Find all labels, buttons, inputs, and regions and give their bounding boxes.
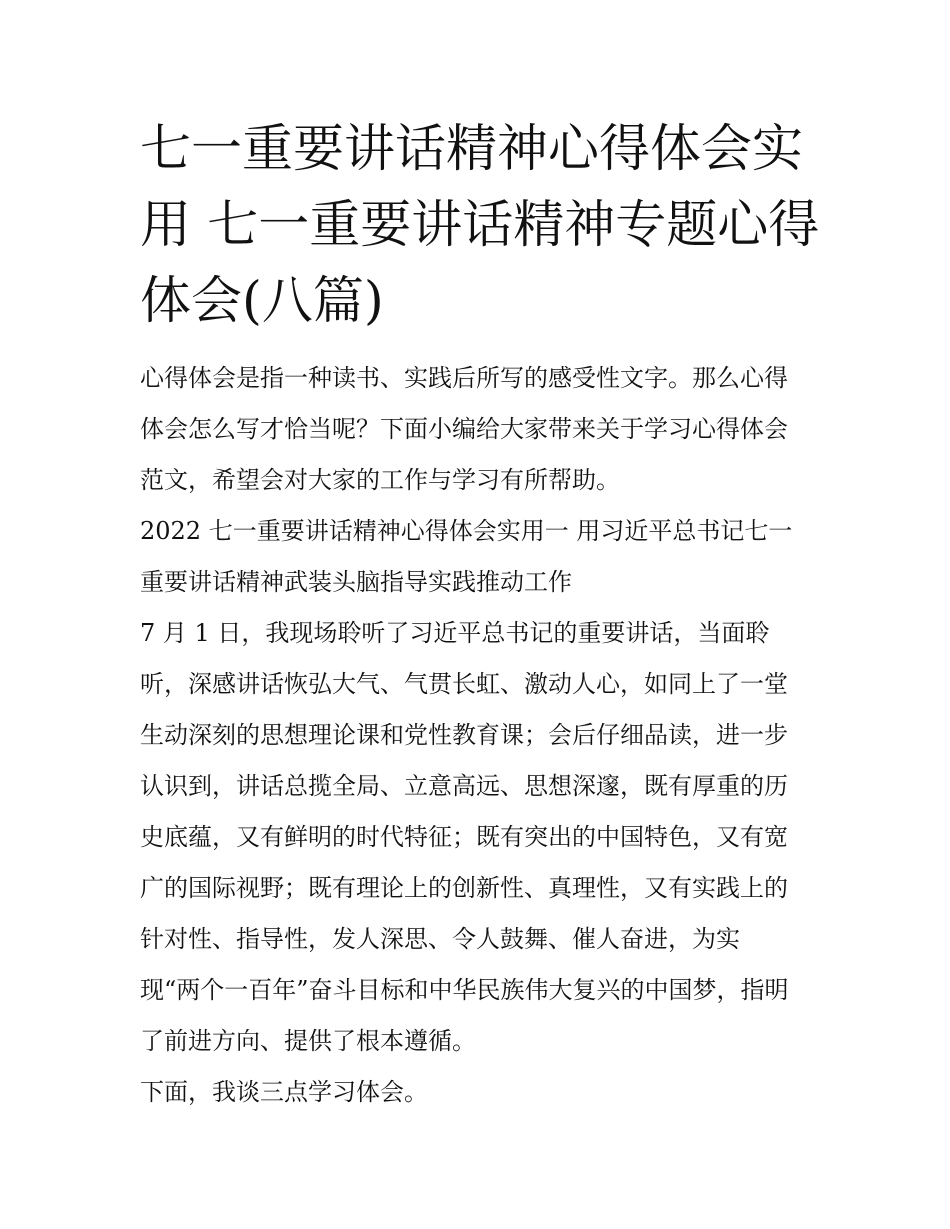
paragraph-line: 史底蕴，又有鲜明的时代特征；既有突出的中国特色，又有宽 xyxy=(140,823,788,851)
title-line: 体会(八篇) xyxy=(140,272,384,331)
paragraph-line: 针对性、指导性，发人深思、令人鼓舞、催人奋进，为实 xyxy=(140,925,740,953)
paragraph-line: 范文，希望会对大家的工作与学习有所帮助。 xyxy=(140,466,620,494)
paragraph-line: 心得体会是指一种读书、实践后所写的感受性文字。那么心得 xyxy=(140,364,788,392)
title-line: 用 七一重要讲话精神专题心得 xyxy=(140,196,820,255)
paragraph-line: 认识到，讲话总揽全局、立意高远、思想深邃，既有厚重的历 xyxy=(140,772,788,800)
document-title xyxy=(140,112,820,340)
closing-paragraph xyxy=(140,1067,820,1118)
section-heading-paragraph xyxy=(140,506,820,608)
paragraph-line: 下面，我谈三点学习体会。 xyxy=(140,1078,428,1106)
paragraph-line: 了前进方向、提供了根本遵循。 xyxy=(140,1027,476,1055)
paragraph-line: 现“两个一百年”奋斗目标和中华民族伟大复兴的中国梦，指明 xyxy=(140,976,789,1004)
document-page xyxy=(140,112,820,1118)
paragraph-line: 重要讲话精神武装头脑指导实践推动工作 xyxy=(140,568,572,596)
title-line: 七一重要讲话精神心得体会实 xyxy=(140,120,804,179)
paragraph-line: 7 月 1 日，我现场聆听了习近平总书记的重要讲话，当面聆 xyxy=(140,619,770,647)
paragraph-line: 广的国际视野；既有理论上的创新性、真理性，又有实践上的 xyxy=(140,874,788,902)
paragraph-line: 听，深感讲话恢弘大气、气贯长虹、激动人心，如同上了一堂 xyxy=(140,670,788,698)
intro-paragraph xyxy=(140,353,820,506)
paragraph-line: 2022 七一重要讲话精神心得体会实用一 用习近平总书记七一 xyxy=(140,517,793,545)
paragraph-line: 体会怎么写才恰当呢？下面小编给大家带来关于学习心得体会 xyxy=(140,415,788,443)
paragraph-line: 生动深刻的思想理论课和党性教育课；会后仔细品读，进一步 xyxy=(140,721,788,749)
body-paragraph xyxy=(140,608,820,1067)
